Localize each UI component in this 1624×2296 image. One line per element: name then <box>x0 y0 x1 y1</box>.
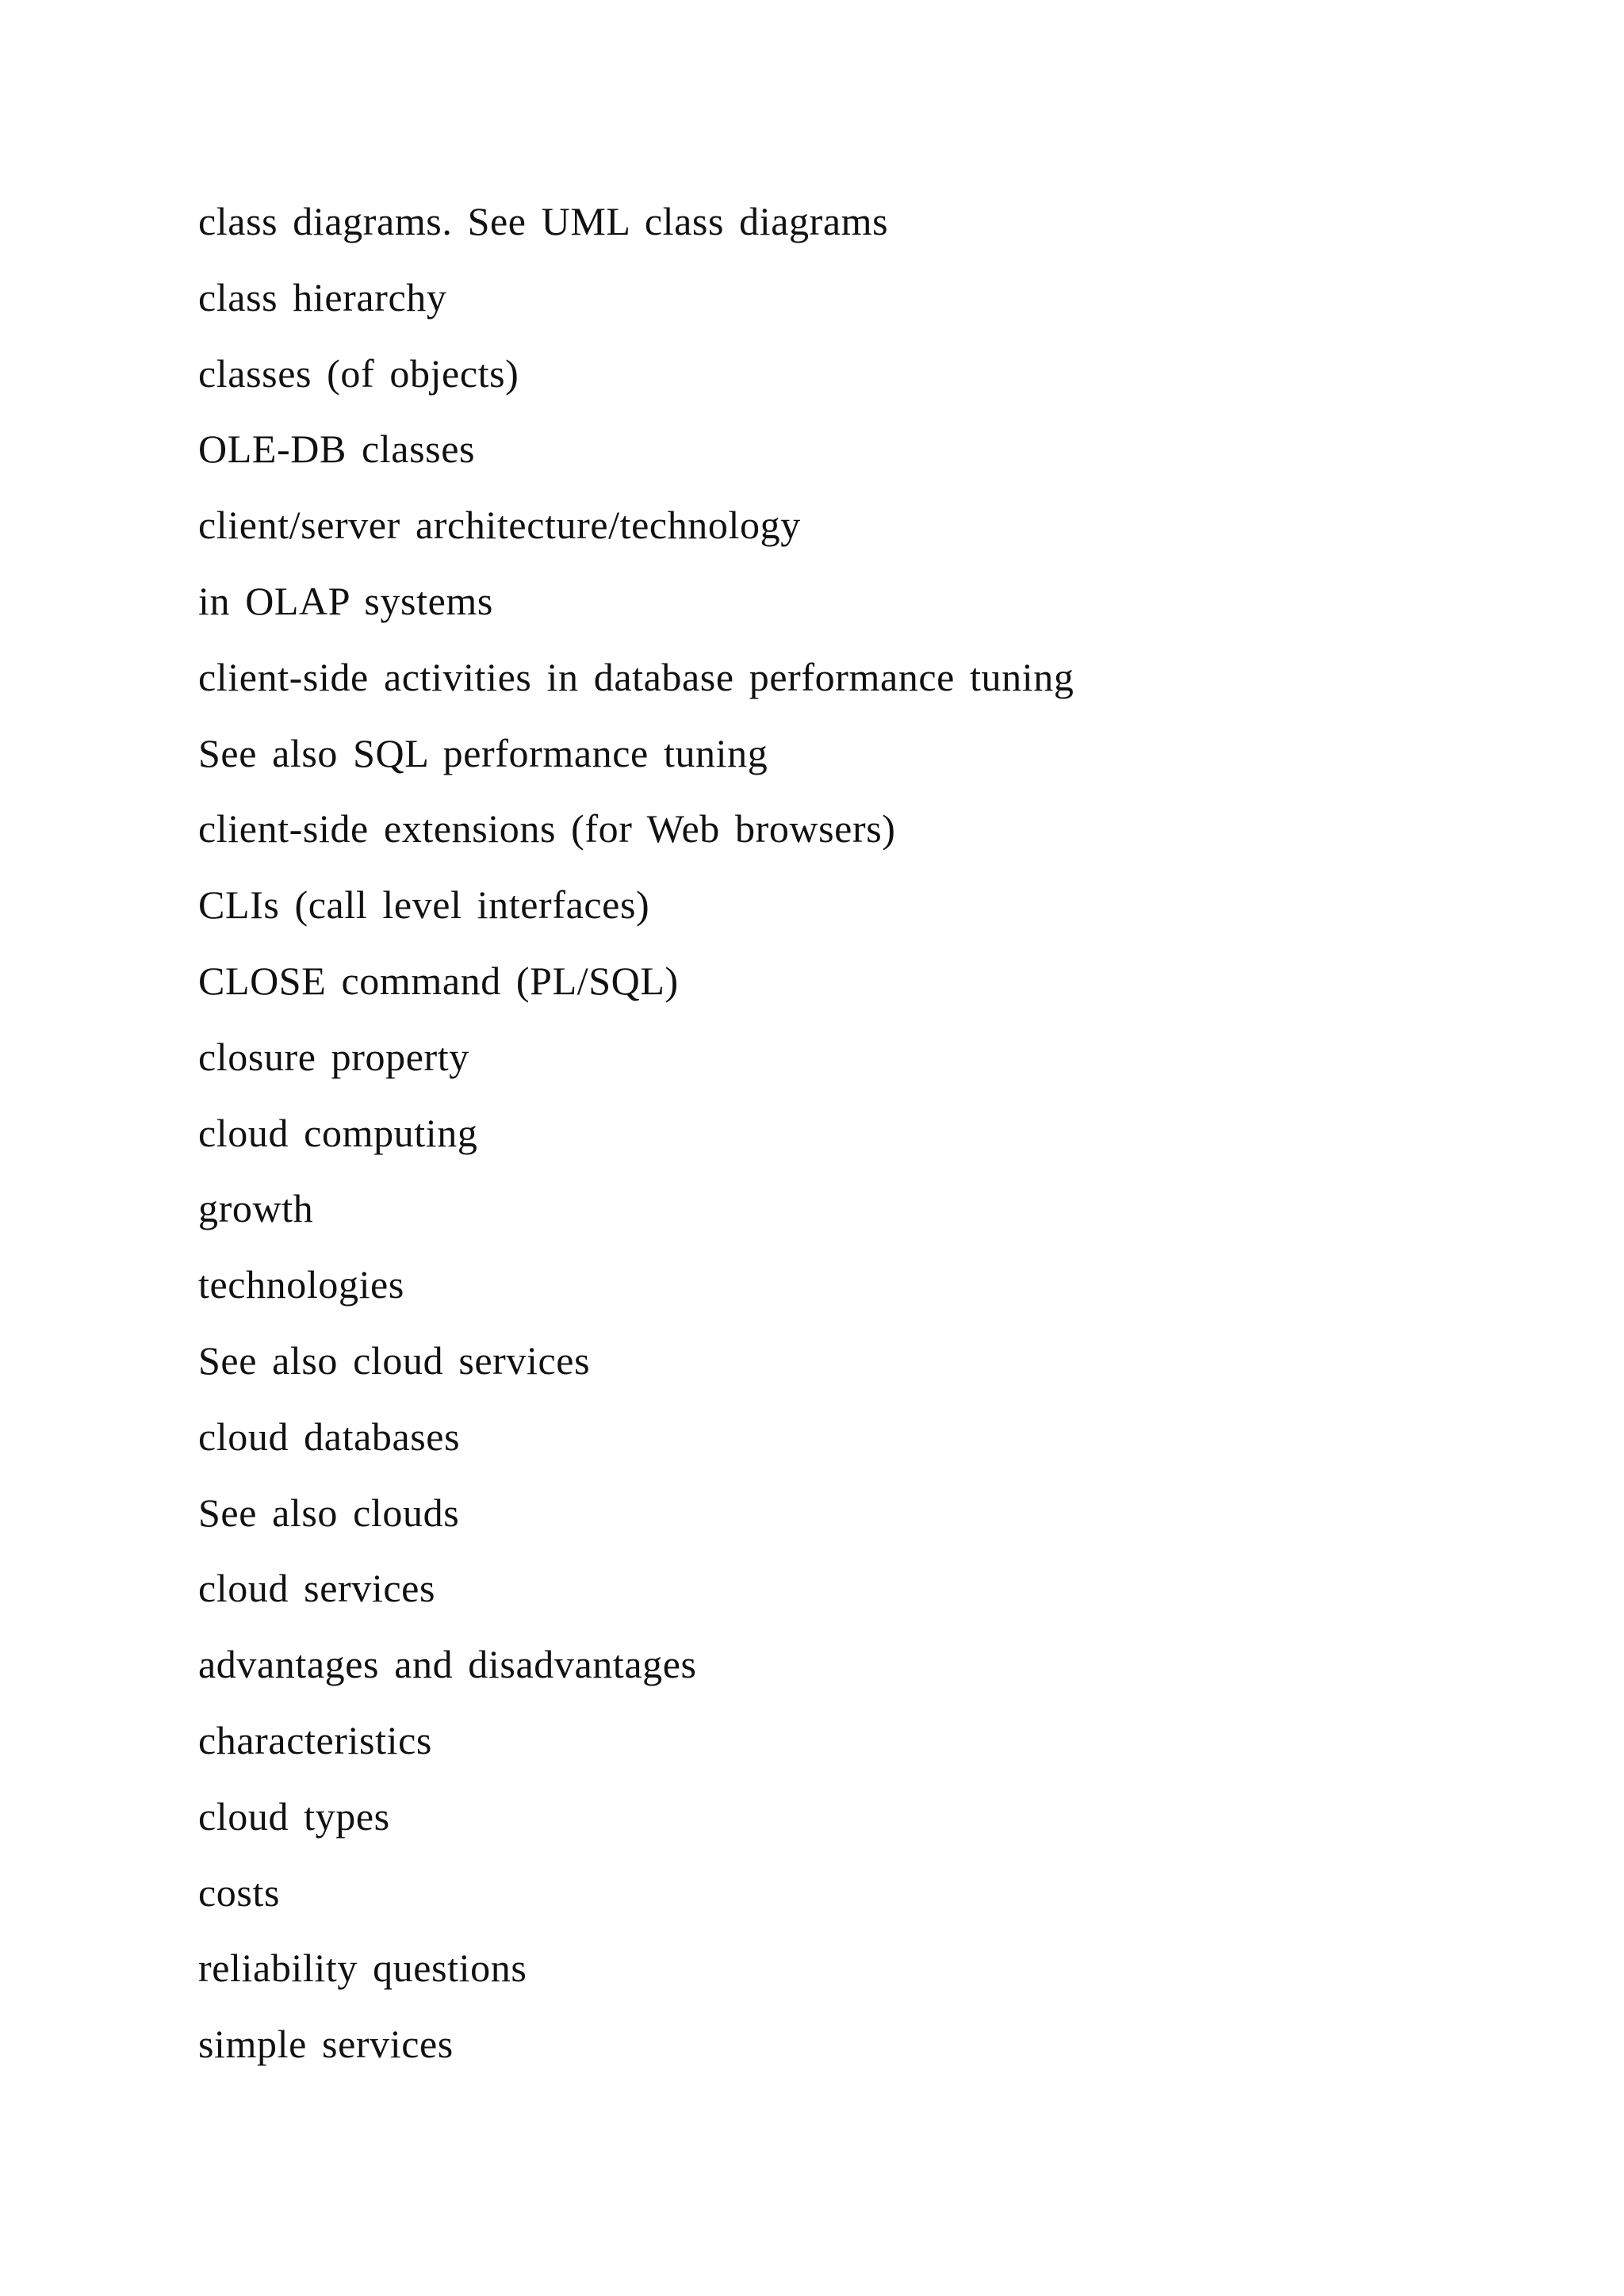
index-entry: classes (of objects) <box>198 350 519 396</box>
index-entry: OLE-DB classes <box>198 427 476 472</box>
index-entry: client-side activities in database performance tuning <box>198 654 1074 699</box>
index-entry: See also clouds <box>198 1490 460 1535</box>
index-entry: cloud computing <box>198 1110 478 1155</box>
index-entry: advantages and disadvantages <box>198 1642 697 1687</box>
index-entry: See also cloud services <box>198 1337 591 1383</box>
index-entry: cloud types <box>198 1793 390 1839</box>
index-entry: characteristics <box>198 1717 432 1762</box>
index-entry: simple services <box>198 2022 454 2067</box>
index-entry: client-side extensions (for Web browsers) <box>198 806 896 851</box>
index-entry: CLIs (call level interfaces) <box>198 882 650 928</box>
index-entry: in OLAP systems <box>198 578 493 623</box>
index-entry: cloud databases <box>198 1414 461 1459</box>
index-entry: closure property <box>198 1034 469 1079</box>
index-entry-list <box>198 194 1074 2093</box>
index-entry: growth <box>198 1186 314 1231</box>
index-entry: CLOSE command (PL/SQL) <box>198 958 679 1003</box>
index-entry: class hierarchy <box>198 274 447 320</box>
index-entry: client/server architecture/technology <box>198 503 801 548</box>
index-entry: costs <box>198 1869 280 1915</box>
index-entry: class diagrams. See UML class diagrams <box>198 199 889 243</box>
index-entry: cloud services <box>198 1566 436 1611</box>
index-entry: reliability questions <box>198 1946 527 1991</box>
index-entry: See also SQL performance tuning <box>198 730 768 775</box>
index-entry: technologies <box>198 1262 404 1307</box>
